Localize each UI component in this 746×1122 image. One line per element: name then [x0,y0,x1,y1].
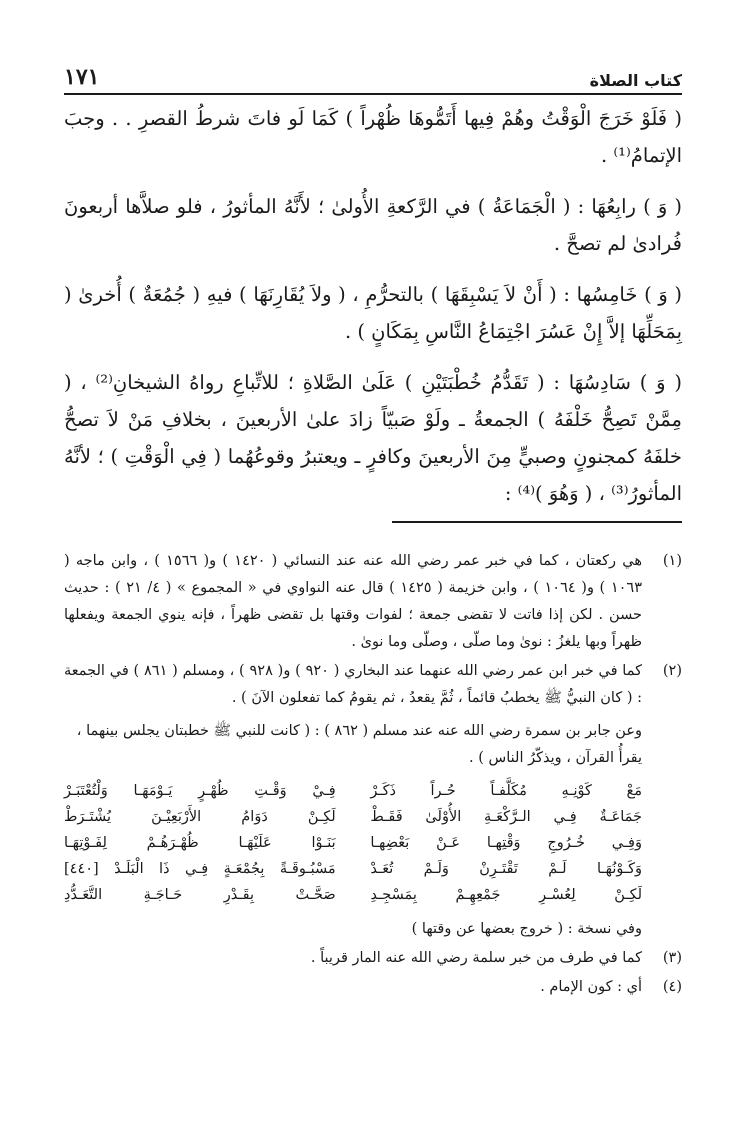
running-title: كتاب الصلاة [589,71,682,90]
header-rule [64,93,682,95]
verse-first-half: وَفِـي خُـرُوجِ وَقْتِهـا عَـنْ بَعْضِهـا [370,835,642,851]
footnote-mark: (٤) [662,979,682,995]
footnote-text: أي : كون الإمام . [540,979,642,995]
footnote-mark: (١) [662,553,682,569]
verse-first-half: جَمَاعَـةٌ فِـي الـرَّكْعَـةِ الأُوْلَىٰ فَقَـطْ [370,809,642,825]
footnote-text: هي ركعتان ، كما في خبر عمر رضي الله عنه عند النسائي ( ١٤٢٠ ) و( ١٥٦٦ ) ، وابن ماجه ( ١٠٦٣ ) و( ١٠٦٤ ) ، وابن خزيمة ( ١٤٢٥ ) قال عنه النواوي في « المجموع » ( ٤/ ٢١ ) : حديث حسن . لكن إذا فاتت لا تقضى جمعة ؛ لفوات وقتها بل تقضى ظهراً ، فإنه ينوي الجمعة ويفعلها ظهراً وبها يلغزُ : نوىٰ وما صلّى ، وصلّى وما نوىٰ . [64,553,642,650]
paragraph: ( وَ ) خَامِسُها : ( أَنْ لاَ يَسْبِقَهَا ) بالتحرُّمِ ، ( ولاَ يُقَارِنَهَا ) فيهِ ( جُمُعَةٌ ) أُخرىٰ ( بِمَحَلِّهَا إلاَّ إِنْ عَسُرَ اجْتِمَاعُ النَّاسِ بِمَكَانٍ ) . [64,283,682,343]
footnote [64,945,682,972]
variant-note: وفي نسخة : ( خروج بعضها عن وقتها ) [411,921,642,937]
footnote-mark: (٢) [662,663,682,679]
poem-verse [64,778,642,804]
verse-second-half: لَكِـنْ دَوَامُ الأَرْبَعِيْـنَ يُشْتَـرَطْ [64,809,336,825]
footnote [64,548,682,656]
page-number: ١٧١ [64,64,100,90]
verse-second-half: صَحَّـتْ بِقَـدْرِ حَـاجَـةِ التَّعَـدُّدِ [64,887,336,903]
poem [64,778,642,908]
footnote-text: كما في خبر ابن عمر رضي الله عنهما عند البخاري ( ٩٢٠ ) و( ٩٢٨ ) ، ومسلم ( ٨٦١ ) في الجمعة : ( كان النبيُّ ﷺ يخطبُ قائماً ، ثُمَّ يقعدُ ، ثم يقومُ كما تفعلون الآنَ ) . [64,663,642,706]
poem-verse [64,856,642,882]
verse-first-half: لَكِـنْ لِعُسْـرِ جَمْعِهِـمْ بِمَسْجِـدِ [370,887,642,903]
page-header [64,58,682,90]
footnote-text: كما في طرف من خبر سلمة رضي الله عنه المار قريباً . [310,950,642,966]
paragraph: ( وَ ) سَادِسُهَا : ( تَقَدُّمُ خُطْبَتَيْنِ ) عَلَىٰ الصَّلاةِ ؛ للاتِّباعِ رواهُ الشيخانِ⁽²⁾ ، ( مِمَّنْ تَصِحُّ خَلْفَهُ ) الجمعةُ ـ ولَوْ صَبيّاً زادَ علىٰ الأربعينَ ، بخلافِ مَنْ لاَ تصحُّ خلفَهُ كمجنونٍ وصبيٍّ مِنَ الأربعينَ وكافرٍ ـ ويعتبرُ وقوعُهُما ( فِي الْوَقْتِ ) ؛ لأنَّهُ المأثورُ⁽³⁾ ، ( وَهُوَ )⁽⁴⁾ : [64,371,682,505]
paragraph: ( وَ ) رابِعُهَا : ( الْجَمَاعَةُ ) في الرَّكعةِ الأُولىٰ ؛ لأَنَّهُ المأثورُ ، فلو صلاَّها أربعونَ فُرادىٰ لم تصحَّ . [64,195,682,255]
footnote-separator [392,521,682,523]
poem-verse [64,804,642,830]
footnote [64,974,682,1001]
poem-verse [64,882,642,908]
footnote [64,658,682,712]
verse-first-half: مَعْ كَوْنِـهِ مُكَلَّفـاً حُـراً ذَكَـرْ [370,783,642,799]
verse-second-half: مَسْبُـوقَـةً بِجُمْعَـةٍ فِـي ذَا الْبَلَـدْ [٤٤٠] [64,861,336,877]
paragraph: ( فَلَوْ خَرَجَ الْوَقْتُ وهُمْ فِيها أَتَمُّوهَا ظُهْراً ) كَمَا لَو فاتَ شرطُ القصرِ . . وجبَ الإتمامُ⁽¹⁾ . [64,107,682,167]
poem-verse [64,830,642,856]
verse-second-half: فِـيْ وَقْـتِ ظُهْـرٍ يَـوْمَهَـا وَلْتُعْتَبَـرْ [64,783,336,799]
footnotes [64,548,682,1003]
footnote-continuation: وعن جابر بن سمرة رضي الله عنه عند مسلم ( ٨٦٢ ) : ( كانت للنبي ﷺ خطبتان يجلس بينهما ، يقرأُ القرآن ، ويذكّرُ الناس ) . [76,723,642,766]
verse-second-half: بَنَـوْا عَلَيْهَـا ظُهْـرَهُـمْ لِفَـوْتِهَـا [64,835,336,851]
footnote-mark: (٣) [662,950,682,966]
main-text [64,100,682,526]
verse-first-half: وَكَـوْنُهَـا لَـمْ تَقْتَـرِنْ وَلَـمْ تُعَـدْ [370,861,642,877]
